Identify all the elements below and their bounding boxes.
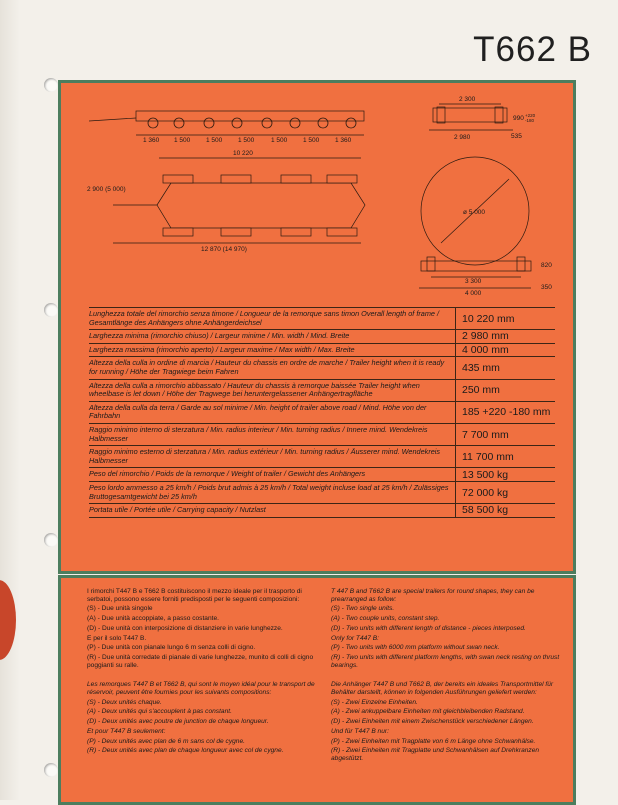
en-item-a: (A) - Two couple units, constant step. bbox=[331, 615, 440, 623]
de-item-r: (R) - Zwei Einheiten mit Tragplatte und Schwanhälsen auf Drehkranzen abgestützt. bbox=[331, 747, 540, 762]
dim-plan-width: 2 900 (5 000) bbox=[87, 186, 126, 193]
de-item-a: (A) - Zwei ankuppelbare Einheiten mit gleichbleibenden Radstand. bbox=[331, 708, 525, 716]
fr-item-r: (R) - Deux unités avec plan de chaque longueur avec col de cygne. bbox=[87, 747, 284, 755]
spec-row-weight: Peso del rimorchio / Poids de la remorque / Weight of trailer / Gewicht des Anhängers 13 500 kg bbox=[89, 467, 555, 481]
dim-side-1: 1 360 bbox=[143, 137, 160, 144]
dim-front-bottom: 2 980 bbox=[454, 134, 471, 141]
spec-row-height-running: Altezza della culla in ordine di marcia / Hauteur du chassis en ordre de marche / Trailer height when it is ready for running / Höhe der Tragwiege beim Fahren 435 mm bbox=[89, 356, 555, 378]
dim-front-height: 990 bbox=[513, 115, 524, 122]
de-only: Und für T447 B nur: bbox=[331, 727, 389, 735]
it-item-d: (D) - Due unità con interposizione di distanziere in varie lunghezze. bbox=[87, 624, 283, 632]
dim-front-low: 535 bbox=[511, 133, 522, 140]
front-view-drawing bbox=[429, 96, 536, 141]
en-item-d: (D) - Two units with different length of distance - pieces interposed. bbox=[331, 624, 526, 632]
spec-row-inner-radius: Raggio minimo interno di sterzatura / Min. radius interieur / Min. turning radius / Innere mind. Wendekreis Halbmesser 7 700 mm bbox=[89, 423, 555, 445]
side-view-drawing bbox=[89, 111, 364, 144]
spec-row-max-width: Larghezza massima (rimorchio aperto) / Largeur maxime / Max width / Max. Breite 4 000 mm bbox=[89, 343, 555, 357]
dim-load-h1: 820 bbox=[541, 262, 552, 269]
dim-load-h2: 350 bbox=[541, 284, 552, 291]
it-only: E per il solo T447 B. bbox=[87, 634, 147, 642]
description-left-column bbox=[87, 588, 317, 765]
spec-row-ground-clearance: Altezza della culla da terra / Garde au sol minime / Min. height of trailer above road / Mind. Höhe von der Fahrbahn 185 +220 -180 mm bbox=[89, 401, 555, 423]
it-item-r: (R) - Due unità corredate di pianale di varie lunghezze, munito di colli di cigno poggianti su ralle. bbox=[87, 653, 314, 669]
punch-hole bbox=[44, 763, 58, 777]
dim-side-3: 1 500 bbox=[206, 137, 223, 144]
technical-drawings bbox=[61, 83, 573, 298]
spec-row-min-width: Larghezza minima (rimorchio chiuso) / Largeur minime / Min. width / Mind. Breite 2 980 mm bbox=[89, 329, 555, 343]
punch-hole bbox=[44, 303, 58, 317]
spec-row-capacity: Portata utile / Portée utile / Carrying capacity / Nutzlast 58 500 kg bbox=[89, 503, 555, 518]
spec-row-outer-radius: Raggio minimo esterno di sterzatura / Min. radius extérieur / Min. turning radius / Äusserer mind. Wendekreis Halbmesser 11 700 mm bbox=[89, 445, 555, 467]
de-intro: Die Anhänger T447 B und T662 B, der bereits ein ideales Transportmittel für Behälter darstellt, können in folgenden Ausführungen geliefert werden: bbox=[331, 681, 554, 697]
dim-load-outer: 4 000 bbox=[465, 290, 482, 297]
en-item-p: (P) - Two units with 6000 mm platform without swan neck. bbox=[331, 644, 500, 652]
fr-item-a: (A) - Deux unités qui s'accouplent à pas constant. bbox=[87, 708, 232, 716]
description-panel bbox=[58, 575, 576, 805]
spec-table bbox=[89, 307, 555, 518]
it-intro: I rimorchi T447 B e T662 B costituiscono il mezzo ideale per il trasporto di serbatoi, possono essere forniti predisposti per le seguenti composizioni: bbox=[87, 588, 302, 603]
en-item-s: (S) - Two single units. bbox=[331, 605, 395, 613]
fr-item-s: (S) - Deux unités chaque. bbox=[87, 698, 162, 706]
de-item-d: (D) - Zwei Einheiten mit einem Zwischenstück verschiedener Längen. bbox=[331, 718, 534, 726]
dim-plan-length: 10 220 bbox=[233, 150, 253, 157]
fr-item-p: (P) - Deux unités avec plan de 6 m sans col de cygne. bbox=[87, 737, 245, 745]
en-only: Only for T447 B: bbox=[331, 634, 380, 642]
spec-row-length: Lunghezza totale del rimorchio senza timone / Longueur de la remorque sans timon Overall length of frame / Gesamtlänge des Anhängers ohne Anhängerdeichsel 10 220 mm bbox=[89, 307, 555, 329]
dim-side-4: 1 500 bbox=[238, 137, 255, 144]
it-item-p: (P) - Due unità con pianale lungo 6 m senza colli di cigno. bbox=[87, 644, 256, 652]
plan-view-drawing bbox=[87, 150, 365, 253]
de-item-p: (P) - Zwei Einheiten mit Tragplatte von 6 m Länge ohne Schwanhälse. bbox=[331, 737, 536, 745]
dim-front-tol-bottom: -180 bbox=[525, 118, 535, 123]
de-item-s: (S) - Zwei Einzelne Einheiten. bbox=[331, 698, 418, 706]
dim-plan-overall: 12 870 (14 970) bbox=[201, 246, 247, 253]
punch-hole bbox=[44, 533, 58, 547]
spec-row-height-lowered: Altezza della culla a rimorchio abbassato / Hauteur du chassis à remorque baissée Trailer height when wheelbase is let down / Höhe der Tragwege bei heruntergelassener Anhängertragfläche 250 mm bbox=[89, 379, 555, 401]
punch-hole bbox=[44, 78, 58, 92]
fr-intro: Les remorques T447 B et T662 B, qui sont le moyen idéal pour le transport de réservoir, peuvent être fournies pour les suivants compositions: bbox=[87, 681, 315, 697]
description-right-column bbox=[331, 588, 561, 765]
en-intro: T 447 B and T662 B are special trailers for round shapes, they can be prearranged as follow: bbox=[331, 588, 535, 603]
spec-row-gross-weight: Peso lordo ammesso a 25 km/h / Poids brut admis à 25 km/h / Total weight incluse load at 25 km/h / Zulässiges Bruttogesamtgewicht bei 25 km/h 72 000 kg bbox=[89, 481, 555, 503]
dim-front-tol-top: +220 bbox=[525, 113, 536, 118]
dim-load-inner: 3 300 bbox=[465, 278, 482, 285]
en-item-r: (R) - Two units with different platform lengths, with swan neck resting on thrust bearings. bbox=[331, 653, 560, 669]
page-edge bbox=[0, 0, 20, 800]
dim-load-diameter: ø 5 000 bbox=[463, 209, 486, 216]
dim-side-7: 1 360 bbox=[335, 137, 352, 144]
description-columns bbox=[87, 588, 561, 765]
spec-panel bbox=[58, 80, 576, 574]
fr-only: Et pour T447 B seulement: bbox=[87, 727, 166, 735]
load-view-drawing bbox=[419, 157, 552, 297]
page-title: T662 B bbox=[473, 30, 592, 69]
dim-front-top: 2 300 bbox=[459, 96, 476, 103]
it-item-s: (S) - Due unità singole bbox=[87, 605, 153, 613]
it-item-a: (A) - Due unità accoppiate, a passo costante. bbox=[87, 615, 219, 623]
dim-side-6: 1 500 bbox=[303, 137, 320, 144]
dim-side-2: 1 500 bbox=[174, 137, 191, 144]
fr-item-d: (D) - Deux unités avec poutre de junction de chaque longueur. bbox=[87, 718, 269, 726]
dim-side-5: 1 500 bbox=[271, 137, 288, 144]
